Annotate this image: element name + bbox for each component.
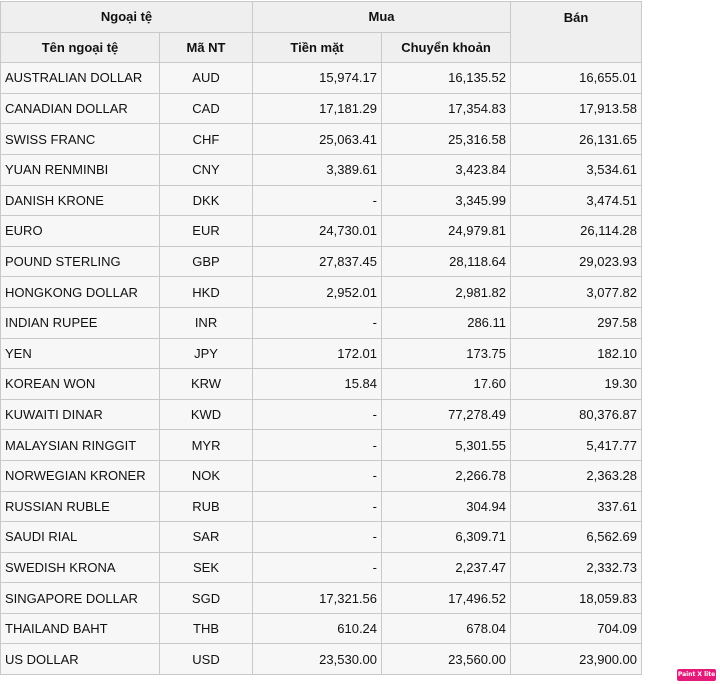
table-row: [1, 124, 642, 155]
cell-currency-name: SINGAPORE DOLLAR: [1, 583, 160, 614]
cell-cash-buy: -: [253, 460, 382, 491]
cell-transfer-buy: 24,979.81: [382, 216, 511, 247]
exchange-rate-table: [0, 1, 642, 675]
table-row: [1, 307, 642, 338]
cell-currency-name: YUAN RENMINBI: [1, 154, 160, 185]
table-row: [1, 430, 642, 461]
cell-cash-buy: 25,063.41: [253, 124, 382, 155]
cell-currency-code: USD: [160, 644, 253, 675]
cell-currency-code: KWD: [160, 399, 253, 430]
cell-cash-buy: -: [253, 185, 382, 216]
table-row: [1, 644, 642, 675]
header-group-buy: Mua: [253, 2, 511, 33]
cell-sell: 19.30: [511, 369, 642, 400]
table-row: [1, 93, 642, 124]
cell-cash-buy: -: [253, 399, 382, 430]
cell-currency-code: AUD: [160, 63, 253, 94]
cell-currency-code: CHF: [160, 124, 253, 155]
cell-cash-buy: 27,837.45: [253, 246, 382, 277]
table-row: [1, 185, 642, 216]
cell-currency-code: CAD: [160, 93, 253, 124]
cell-currency-code: THB: [160, 613, 253, 644]
cell-transfer-buy: 23,560.00: [382, 644, 511, 675]
cell-currency-code: NOK: [160, 460, 253, 491]
cell-currency-name: AUSTRALIAN DOLLAR: [1, 63, 160, 94]
cell-transfer-buy: 2,981.82: [382, 277, 511, 308]
table-row: [1, 583, 642, 614]
cell-transfer-buy: 25,316.58: [382, 124, 511, 155]
table-body: [1, 63, 642, 675]
cell-transfer-buy: 17.60: [382, 369, 511, 400]
cell-cash-buy: 3,389.61: [253, 154, 382, 185]
cell-cash-buy: 17,181.29: [253, 93, 382, 124]
cell-transfer-buy: 3,345.99: [382, 185, 511, 216]
table-row: [1, 246, 642, 277]
cell-currency-name: CANADIAN DOLLAR: [1, 93, 160, 124]
cell-currency-code: DKK: [160, 185, 253, 216]
cell-currency-code: JPY: [160, 338, 253, 369]
cell-currency-name: KOREAN WON: [1, 369, 160, 400]
cell-sell: 23,900.00: [511, 644, 642, 675]
cell-sell: 18,059.83: [511, 583, 642, 614]
cell-transfer-buy: 678.04: [382, 613, 511, 644]
cell-sell: 80,376.87: [511, 399, 642, 430]
cell-cash-buy: -: [253, 430, 382, 461]
table-row: [1, 613, 642, 644]
header-transfer: Chuyển khoản: [382, 32, 511, 63]
table-header: [1, 2, 642, 63]
cell-transfer-buy: 17,496.52: [382, 583, 511, 614]
header-cash: Tiền mặt: [253, 32, 382, 63]
table-row: [1, 552, 642, 583]
cell-currency-code: EUR: [160, 216, 253, 247]
cell-transfer-buy: 3,423.84: [382, 154, 511, 185]
cell-currency-name: SAUDI RIAL: [1, 522, 160, 553]
cell-currency-name: INDIAN RUPEE: [1, 307, 160, 338]
cell-transfer-buy: 5,301.55: [382, 430, 511, 461]
cell-sell: 3,474.51: [511, 185, 642, 216]
cell-currency-code: INR: [160, 307, 253, 338]
cell-currency-code: SGD: [160, 583, 253, 614]
cell-cash-buy: -: [253, 491, 382, 522]
cell-cash-buy: 15.84: [253, 369, 382, 400]
cell-currency-name: THAILAND BAHT: [1, 613, 160, 644]
cell-transfer-buy: 17,354.83: [382, 93, 511, 124]
cell-cash-buy: 23,530.00: [253, 644, 382, 675]
cell-currency-name: HONGKONG DOLLAR: [1, 277, 160, 308]
cell-transfer-buy: 16,135.52: [382, 63, 511, 94]
table-row: [1, 216, 642, 247]
cell-currency-code: HKD: [160, 277, 253, 308]
cell-cash-buy: 24,730.01: [253, 216, 382, 247]
cell-currency-name: EURO: [1, 216, 160, 247]
cell-currency-name: YEN: [1, 338, 160, 369]
cell-cash-buy: -: [253, 552, 382, 583]
cell-transfer-buy: 2,237.47: [382, 552, 511, 583]
table-row: [1, 338, 642, 369]
cell-sell: 2,363.28: [511, 460, 642, 491]
cell-sell: 3,077.82: [511, 277, 642, 308]
cell-sell: 3,534.61: [511, 154, 642, 185]
cell-transfer-buy: 28,118.64: [382, 246, 511, 277]
table-row: [1, 369, 642, 400]
cell-sell: 17,913.58: [511, 93, 642, 124]
table-row: [1, 491, 642, 522]
header-sell: Bán: [511, 2, 642, 63]
cell-sell: 704.09: [511, 613, 642, 644]
cell-sell: 6,562.69: [511, 522, 642, 553]
cell-sell: 26,114.28: [511, 216, 642, 247]
cell-currency-name: DANISH KRONE: [1, 185, 160, 216]
cell-cash-buy: 610.24: [253, 613, 382, 644]
table-row: [1, 154, 642, 185]
cell-currency-code: CNY: [160, 154, 253, 185]
cell-transfer-buy: 77,278.49: [382, 399, 511, 430]
cell-currency-name: SWISS FRANC: [1, 124, 160, 155]
cell-transfer-buy: 6,309.71: [382, 522, 511, 553]
cell-currency-code: MYR: [160, 430, 253, 461]
cell-currency-code: SEK: [160, 552, 253, 583]
header-group-currency: Ngoại tệ: [1, 2, 253, 33]
paint-x-lite-badge: Paint X lite: [677, 669, 716, 681]
cell-currency-code: SAR: [160, 522, 253, 553]
cell-cash-buy: -: [253, 307, 382, 338]
cell-cash-buy: 15,974.17: [253, 63, 382, 94]
cell-cash-buy: 172.01: [253, 338, 382, 369]
cell-currency-name: POUND STERLING: [1, 246, 160, 277]
table-row: [1, 522, 642, 553]
table-row: [1, 399, 642, 430]
cell-transfer-buy: 173.75: [382, 338, 511, 369]
cell-sell: 182.10: [511, 338, 642, 369]
cell-cash-buy: -: [253, 522, 382, 553]
cell-currency-name: US DOLLAR: [1, 644, 160, 675]
cell-currency-name: NORWEGIAN KRONER: [1, 460, 160, 491]
cell-currency-name: KUWAITI DINAR: [1, 399, 160, 430]
header-currency-code: Mã NT: [160, 32, 253, 63]
table-row: [1, 277, 642, 308]
cell-cash-buy: 2,952.01: [253, 277, 382, 308]
cell-currency-code: KRW: [160, 369, 253, 400]
cell-sell: 29,023.93: [511, 246, 642, 277]
cell-cash-buy: 17,321.56: [253, 583, 382, 614]
cell-currency-code: RUB: [160, 491, 253, 522]
exchange-rate-table-container: [0, 1, 641, 675]
cell-sell: 297.58: [511, 307, 642, 338]
cell-transfer-buy: 2,266.78: [382, 460, 511, 491]
cell-sell: 2,332.73: [511, 552, 642, 583]
cell-sell: 337.61: [511, 491, 642, 522]
cell-sell: 26,131.65: [511, 124, 642, 155]
header-currency-name: Tên ngoại tệ: [1, 32, 160, 63]
cell-currency-name: MALAYSIAN RINGGIT: [1, 430, 160, 461]
cell-transfer-buy: 304.94: [382, 491, 511, 522]
table-row: [1, 63, 642, 94]
cell-sell: 5,417.77: [511, 430, 642, 461]
table-row: [1, 460, 642, 491]
cell-sell: 16,655.01: [511, 63, 642, 94]
cell-currency-code: GBP: [160, 246, 253, 277]
cell-currency-name: SWEDISH KRONA: [1, 552, 160, 583]
cell-transfer-buy: 286.11: [382, 307, 511, 338]
cell-currency-name: RUSSIAN RUBLE: [1, 491, 160, 522]
